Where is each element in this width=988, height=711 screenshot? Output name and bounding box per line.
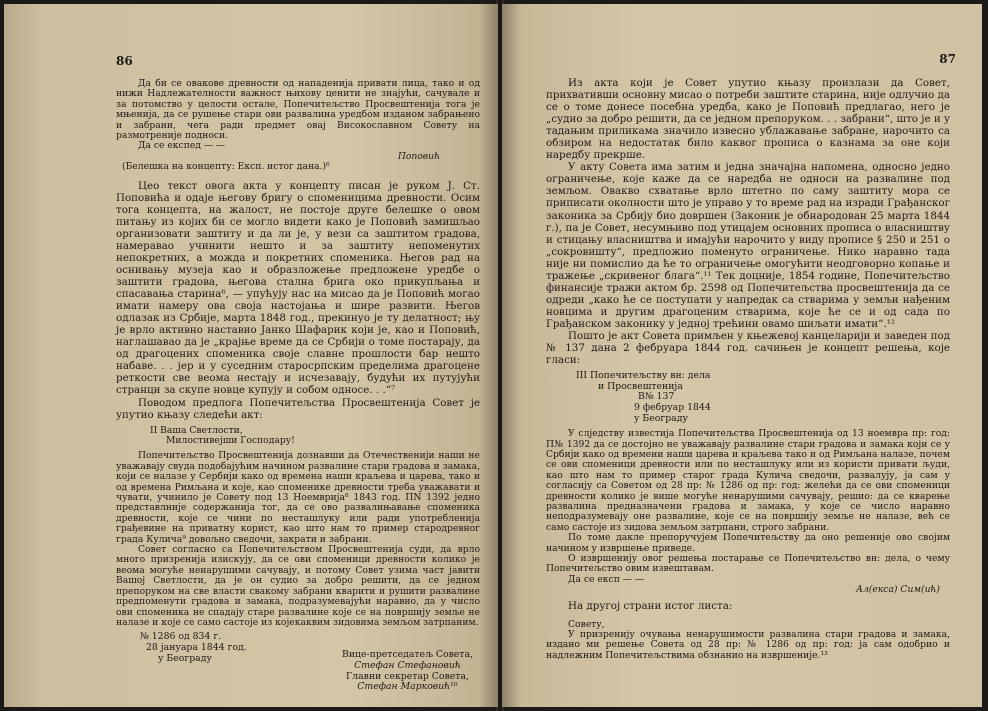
paragraph: Совет согласно са Попечитељством Просвештенија суди, да врло много призренија изискују, да се ови споменици древности колико је веома могуће ненарушими сачувају, и потому Совет узима част јавити Вашој Светлости, да је он судио за добро решити, да се једном препоруком на све власти свакому забрани кварити и рушити развалине предпоменути градова и замака, подразумевајући наравно, да у число ови споменика не спадају старе развалине које се на површију земље не налазе и које се само састоје из којекаквим зидовима земљом затрпаним. (116, 544, 480, 628)
footnote-note: (Белешка на концепту: Експ. истог дана.)⁶ (122, 161, 330, 173)
signature-title: Вице-претседатељ Совета, (342, 649, 473, 661)
paragraph: Да се експ — — (568, 573, 645, 585)
letter-header: III Попечитељству вн: дела (576, 370, 711, 382)
paragraph: Цео текст овога акта у концепту писан је руком Ј. Ст. Поповића и одаје његову бригу о споменицима древности. Осим тога концепта, на жалост, не постоје друге белешке о овом питању из којих би се могло видети како је Поповић замишљао организовати заштиту и да ли је, у вези са заштитом градова, намеравао учинити нешто и за заштиту непоменутих непокретних, а можда и покретних споменика. Његов рад на оснивању музеја као и образложење предложене уредбе о заштити градова, његова стална брига око прикупљања и спасавања старина⁶, — упућују нас на мисао да је Поповић могао имати намеру ова своја настојања и шире развити. Његов одлазак из Србије, марта 1848 год., прекинуо је ту делатност; њу је врло активно наставио Јанко Шафарик који је, као и Поповић, наглашавао да је „крајње време да се Србији о томе постарају, да од драгоцених споменика своје славне прошлости бар нешто набаве. . . јер и у суседним старосрпским пределима драгоцене реткости све веома нестају и исчезавају, будући их путујући странци за скупе новце купују и собом односе. . .“⁷ (116, 179, 480, 397)
paragraph: По томе дакле препоручујем Попечитељству да оно решеније ово својим начином у извршење приведе. (546, 532, 950, 554)
salutation: Милостивејши Господару! (166, 435, 295, 446)
paragraph: О извршенију овог решења постарање се Попечитељство вн: дела, о чему Попечитељство овим извештавам. (546, 552, 950, 575)
document-place: у Београду (158, 652, 212, 664)
letter-header: и Просвештенија (598, 380, 683, 392)
signature: Стефан Марковић¹⁰ (357, 681, 458, 693)
paragraph: Пошто је акт Совета примљен у књежевој канцеларији и заведен под № 137 дана 2 фебруара 1844 год. сачињен је концепт решења, које гласи: (546, 329, 950, 367)
paragraph: Да би се овакове древности од нападенија привати лица, тако и од нижи Надлежателности важност њихову ценити не знајући, сачувале и за потомство у целости остале, Попечитељство Просвештенија тога је мњенија, да се рушење стари ови развалина уредбом изданом забрањено и забрани, чега ради предмет овај Високославном Совету на размотреније подноси. (116, 78, 480, 142)
salutation: Совету, (568, 618, 605, 630)
left-page (4, 4, 498, 707)
paragraph: У призренију очувања ненарушимости развалина стари градова и замака, издано ми решење Совета од 28 пр: № 1286 од пр: год: ја сам одобрио и надлежним Попечитељствима обзнанио на извршеније.¹³ (546, 629, 950, 661)
paragraph: Да се експед — — (138, 140, 226, 152)
signature: Поповић (397, 150, 440, 162)
page-number-left: 86 (116, 54, 133, 68)
salutation: II Ваша Светлости, (150, 424, 243, 436)
right-page (502, 4, 982, 707)
paragraph: Из акта који је Совет упутио књазу произлази да Совет, прихвативши основну мисао о потреби заштите старина, није одлучио да се о томе донесе посебна уредба, како је Поповић предлагао, него је „судио за добро решити, да се једном препоруком. . . забрани“, што је и у тадањим приликама значило извесно ублажавање забране, нарочито са обзиром на недостатак било каквог прописа о казнама за оне који наредбу прекрше. (546, 77, 951, 162)
letter-date: 9 фебруар 1844 (634, 401, 711, 413)
signature: Стефан Стефановић (354, 659, 461, 671)
signature-title: Главни секретар Совета, (346, 670, 469, 682)
paragraph: У слједству известија Попечитељства Просвештенија од 13 ноемвра пр: год: П№ 1392 да се достојно не уважавају развалине стари градова и замака који се у Србији како од времени наши царева и краљева тако и од Римљана налазе, почем се ови споменици древности или по несташлуку или из користи привати људи, као што нам то пример старог града Кулича сведочи, развалују, ја сам у согласију са Советом од 28 пр: № 1286 од пр: год: желећи да се ови споменици древности колико је више могуће ненарушими сачувају, решио: да се кварење развалина предназначени градова и замака, у које се число наравно неподразумевају оне развалине, које се на површију земље не налазе, већ се само састоје из зидова земљом затрпани, строго забрани. (546, 428, 950, 533)
letter-place: у Београду (634, 412, 688, 424)
document-date: 28 јануара 1844 год. (146, 641, 247, 653)
paragraph: Поводом предлога Попечитељства Просвештенија Совет је упутио књазу следећи акт: (116, 396, 480, 421)
paragraph: На другој страни истог листа: (568, 599, 733, 612)
paragraph: Попечитељство Просвештенија дознавши да Отечественији наши не уважавају свуда подобајућим начином развалине стари градова и замака, који се налазе у Сербији како од времена наши краљева и царева, тако и од времена Римљана и које, као споменике древности треба уважавати и чувати, учинило је Совету под 13 Ноемврија⁸ 1843 год. ПN 1392 једно представлније содержанија тог, да се ово развалињавање споменика древности, које се чини по несташлуку или ради употребленија грађевине на приватну корист, као што нам то пример стародревног града Кулича⁹ довољно сведочи, закрати и забрани. (116, 450, 480, 545)
document-reference: № 1286 од 834 г. (140, 631, 222, 643)
page-number-right: 87 (939, 52, 956, 66)
paragraph: У акту Совета има затим и једна значајна напомена, односно једно ограничење, које каже да се наредба не односи на развалине под земљом. Овакво схватање врло штетно по саму заштиту мора се приписати околности што је управо у то време рад на изради Грађанског законика за Србију био довршен (Законик је обнародован 25 марта 1844 г.), па је Совет, несумњиво под утицајем основних прописа о власништву и стицању власништва и имајући нарочито у виду прописе § 250 и 251 о „сокровишту“, предложио поменуто ограничење. Нико наравно тада није ни помислио да ће то ограничење омогућити неодговорно копање и тражење „скривеног блага“.¹¹ Тек доцније, 1854 године, Попечитељство финансије тражи актом бр. 2598 од Попечитељства просвештенија да се одреди „како ће се поступати у напредак са стварима у земљи нађеним новцима и другим драгоценим стварима, које ће се и од сада по Грађанском законику у једној трећини овамо шиљати имати“.¹² (546, 161, 950, 330)
signature: Ал(екса) Сим(ић) (855, 584, 940, 596)
letter-number: В№ 137 (638, 391, 675, 403)
